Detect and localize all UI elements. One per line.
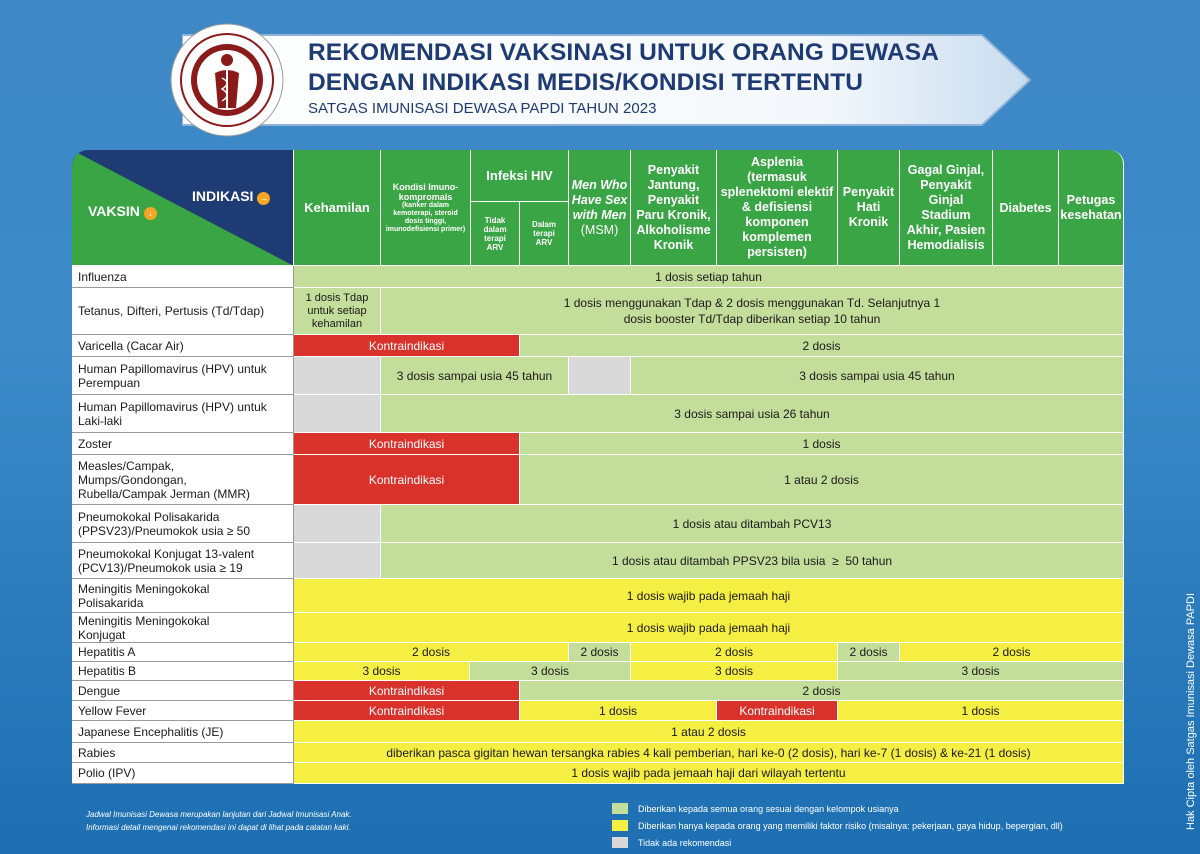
- table-cell: 2 dosis: [569, 643, 631, 662]
- table-cell: 1 dosis: [520, 433, 1124, 455]
- col-ginjal: Gagal Ginjal, Penyakit Ginjal Stadium Akhir, Pasien Hemodialisis: [900, 150, 993, 266]
- col-hiv-dalam: Dalam terapi ARV: [520, 202, 569, 266]
- table-cell: Kontraindikasi: [294, 681, 520, 701]
- vaccine-label: Human Papillomavirus (HPV) untuk Perempuan: [72, 357, 294, 395]
- legend: [612, 800, 1063, 851]
- col-msm-sub: (MSM): [580, 222, 619, 237]
- legend-label: Diberikan hanya kepada orang yang memiliki faktor risiko (misalnya: pekerjaan, gaya hidup, bepergian, dll): [638, 820, 1063, 831]
- table-cell: 2 dosis: [294, 643, 569, 662]
- legend-item-green: [612, 800, 1063, 817]
- table-cell: Kontraindikasi: [717, 701, 838, 721]
- col-imuno: [381, 150, 471, 266]
- page-title: [308, 38, 939, 98]
- vaccine-label: Hepatitis B: [72, 662, 294, 681]
- vaksin-icon: ↓: [144, 207, 157, 220]
- col-jantung: Penyakit Jantung, Penyakit Paru Kronik, Alkoholisme Kronik: [631, 150, 717, 266]
- vaccine-label: Japanese Encephalitis (JE): [72, 721, 294, 743]
- col-hiv: Infeksi HIV: [471, 150, 569, 202]
- table-cell: 2 dosis: [900, 643, 1124, 662]
- vaccine-label: Measles/Campak, Mumps/Gondongan, Rubella/Campak Jerman (MMR): [72, 455, 294, 505]
- table-cell: 1 atau 2 dosis: [294, 721, 1124, 743]
- col-diabetes: Diabetes: [993, 150, 1059, 266]
- legend-item-gray: [612, 834, 1063, 851]
- legend-label: Tidak ada rekomendasi: [638, 837, 732, 848]
- table-cell: 3 dosis: [631, 662, 838, 681]
- vaccine-label: Pneumokokal Konjugat 13-valent (PCV13)/Pneumokok usia ≥ 19: [72, 543, 294, 579]
- table-cell: [294, 543, 381, 579]
- papdi-logo: [170, 23, 285, 138]
- table-cell: 3 dosis: [294, 662, 470, 681]
- table-cell: [294, 505, 381, 543]
- table-cell: 2 dosis: [838, 643, 900, 662]
- copyright-text: Hak Cipta oleh Satgas Imunisasi Dewasa PAPDI: [1185, 592, 1197, 830]
- vaccine-label: Meningitis Meningokokal Polisakarida: [72, 579, 294, 613]
- table-cell: Kontraindikasi: [294, 433, 520, 455]
- indikasi-icon: →: [259, 193, 269, 203]
- table-cell: 1 dosis wajib pada jemaah haji: [294, 579, 1124, 613]
- table-cell: diberikan pasca gigitan hewan tersangka rabies 4 kali pemberian, hari ke-0 (2 dosis), hari ke-7 (1 dosis) & ke-21 (1 dosis): [294, 743, 1124, 763]
- col-petugas: Petugas kesehatan: [1059, 150, 1124, 266]
- table-cell: 3 dosis sampai usia 26 tahun: [381, 395, 1124, 433]
- footnote-line-1: Jadwal Imunisasi Dewasa merupakan lanjutan dari Jadwal Imunisasi Anak.: [86, 810, 352, 819]
- legend-swatch: [612, 803, 628, 814]
- table-cell: 2 dosis: [520, 681, 1124, 701]
- vaccine-label: Dengue: [72, 681, 294, 701]
- table-cell: Kontraindikasi: [294, 701, 520, 721]
- vaccine-label: Rabies: [72, 743, 294, 763]
- table-cell: 1 dosis: [838, 701, 1124, 721]
- table-cell: 1 dosis Tdap untuk setiap kehamilan: [294, 288, 381, 335]
- table-cell: 1 dosis atau ditambah PCV13: [381, 505, 1124, 543]
- vaksin-label: VAKSIN ↓: [88, 203, 157, 220]
- vaccine-label: Zoster: [72, 433, 294, 455]
- indikasi-label: INDIKASI →: [192, 188, 269, 204]
- legend-swatch: [612, 820, 628, 831]
- table-cell: 1 dosis wajib pada jemaah haji dari wilayah tertentu: [294, 763, 1124, 784]
- legend-swatch: [612, 837, 628, 848]
- table-cell: 2 dosis: [520, 335, 1124, 357]
- vaccine-label: Influenza: [72, 266, 294, 288]
- col-asplenia: Asplenia (termasuk splenektomi elektif & defisiensi komponen komplemen persisten): [717, 150, 838, 266]
- table-cell: 1 dosis: [520, 701, 717, 721]
- title-line-1: REKOMENDASI VAKSINASI UNTUK ORANG DEWASA: [308, 39, 940, 66]
- table-cell: 3 dosis: [838, 662, 1124, 681]
- vaccine-label: Pneumokokal Polisakarida (PPSV23)/Pneumokok usia ≥ 50: [72, 505, 294, 543]
- vaccine-label: Hepatitis A: [72, 643, 294, 662]
- col-msm: [569, 150, 631, 266]
- legend-item-yellow: [612, 817, 1063, 834]
- col-imuno-title: Kondisi Imuno-kompromais: [392, 181, 459, 202]
- page-subtitle: SATGAS IMUNISASI DEWASA PAPDI TAHUN 2023: [308, 100, 657, 117]
- table-cell: 3 dosis sampai usia 45 tahun: [381, 357, 569, 395]
- vaccine-label: Tetanus, Difteri, Pertusis (Td/Tdap): [72, 288, 294, 335]
- table-cell: 3 dosis sampai usia 45 tahun: [631, 357, 1124, 395]
- table-cell: [294, 357, 381, 395]
- table-cell: 3 dosis: [470, 662, 631, 681]
- table-cell: 2 dosis: [631, 643, 838, 662]
- vaccine-label: Human Papillomavirus (HPV) untuk Laki-laki: [72, 395, 294, 433]
- col-hati: Penyakit Hati Kronik: [838, 150, 900, 266]
- table-cell: [294, 395, 381, 433]
- corner-cell: [72, 150, 294, 266]
- table-cell: 1 atau 2 dosis: [520, 455, 1124, 505]
- col-kehamilan: Kehamilan: [294, 150, 381, 266]
- table-cell: 1 dosis atau ditambah PPSV23 bila usia ≥ 50 tahun: [381, 543, 1124, 579]
- legend-label: Diberikan kepada semua orang sesuai dengan kelompok usianya: [638, 803, 899, 814]
- table-cell: [569, 357, 631, 395]
- table-cell: Kontraindikasi: [294, 455, 520, 505]
- col-msm-title: Men Who Have Sex with Men: [571, 177, 628, 222]
- table-cell: Kontraindikasi: [294, 335, 520, 357]
- title-line-2: DENGAN INDIKASI MEDIS/KONDISI TERTENTU: [308, 69, 864, 96]
- vaccine-table: [72, 150, 1124, 784]
- vaccine-label: Meningitis Meningokokal Konjugat: [72, 613, 294, 643]
- table-cell: 1 dosis wajib pada jemaah haji: [294, 613, 1124, 643]
- col-hiv-tidak: Tidak dalam terapi ARV: [471, 202, 520, 266]
- vaccine-label: Varicella (Cacar Air): [72, 335, 294, 357]
- vaccine-label: Yellow Fever: [72, 701, 294, 721]
- col-imuno-sub: (kanker dalam kemoterapi, steroid dosis tinggi, imunodefisiensi primer): [385, 201, 466, 233]
- vaccine-label: Polio (IPV): [72, 763, 294, 784]
- table-cell: 1 dosis menggunakan Tdap & 2 dosis menggunakan Td. Selanjutnya 1 dosis booster Td/Tdap diberikan setiap 10 tahun: [381, 288, 1124, 335]
- footnote: [86, 808, 352, 834]
- table-cell: 1 dosis setiap tahun: [294, 266, 1124, 288]
- footnote-line-2: Informasi detail mengenai rekomendasi ini dapat di lihat pada catatan kaki.: [86, 823, 351, 832]
